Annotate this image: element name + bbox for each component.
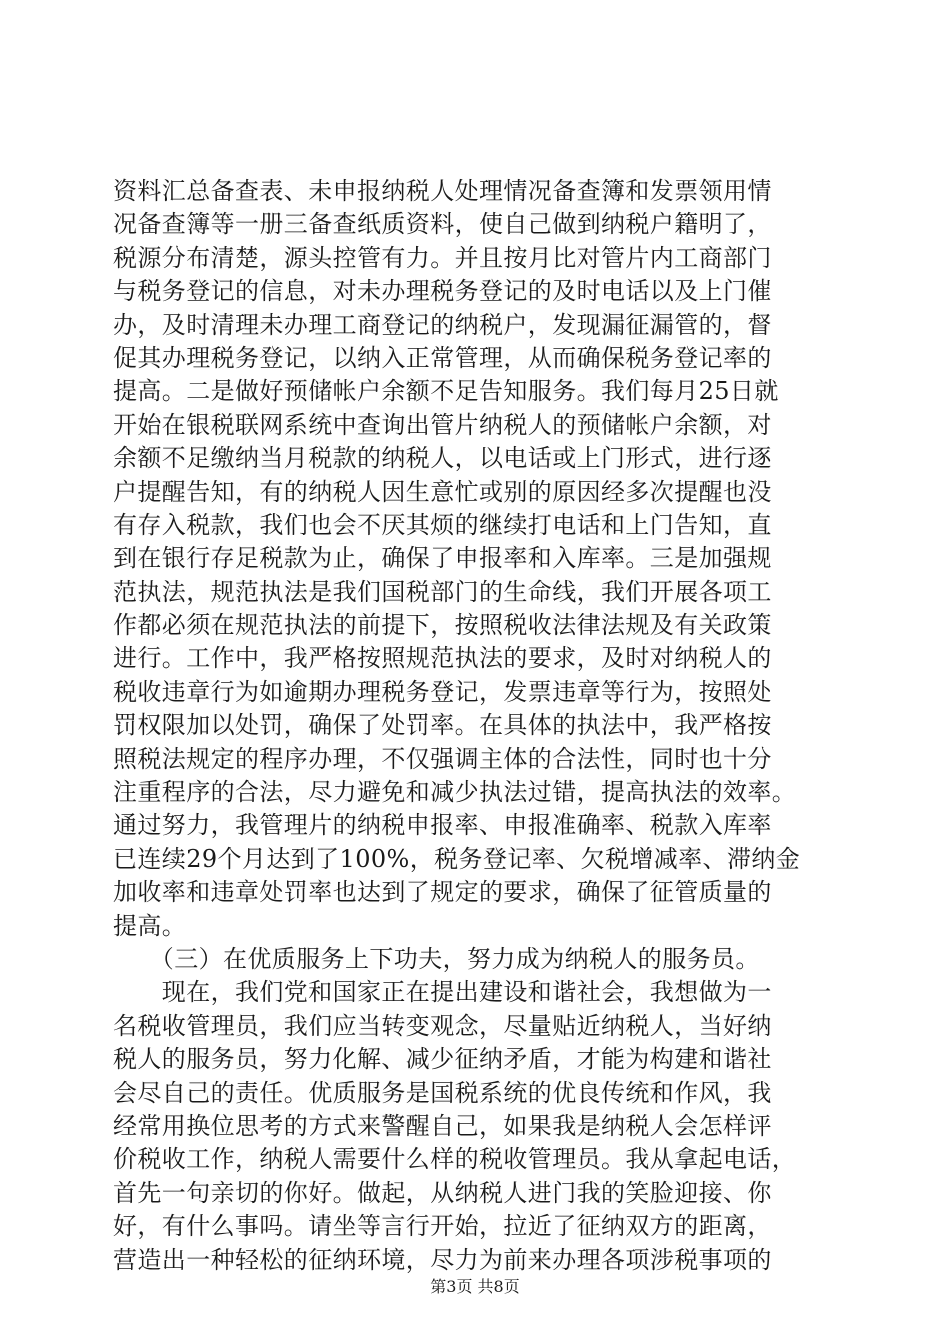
text-line: 照税法规定的程序办理，不仅强调主体的合法性，同时也十分 xyxy=(113,744,772,773)
text-line: 余额不足缴纳当月税款的纳税人，以电话或上门形式，进行逐 xyxy=(113,444,772,473)
text-line: 与税务登记的信息，对未办理税务登记的及时电话以及上门催 xyxy=(113,277,772,306)
text-line: 况备查簿等一册三备查纸质资料，使自己做到纳税户籍明了， xyxy=(113,210,772,239)
text-line: 通过努力，我管理片的纳税申报率、申报准确率、税款入库率 xyxy=(113,811,772,840)
text-line: 进行。工作中，我严格按照规范执法的要求，及时对纳税人的 xyxy=(113,644,772,673)
page-footer: 第3页 共8页 xyxy=(430,1277,520,1296)
text-line: 价税收工作，纳税人需要什么样的税收管理员。我从拿起电话， xyxy=(113,1145,797,1174)
text-line: 有存入税款，我们也会不厌其烦的继续打电话和上门告知，直 xyxy=(113,510,772,539)
text-line: 经常用换位思考的方式来警醒自己，如果我是纳税人会怎样评 xyxy=(113,1111,772,1140)
text-line: 现在，我们党和国家正在提出建设和谐社会，我想做为一 xyxy=(113,978,772,1007)
text-line: 首先一句亲切的你好。做起，从纳税人进门我的笑脸迎接、你 xyxy=(113,1178,772,1207)
text-line: 注重程序的合法，尽力避免和减少执法过错，提高执法的效率。 xyxy=(113,778,797,807)
text-line: 加收率和违章处罚率也达到了规定的要求，确保了征管质量的 xyxy=(113,878,772,907)
text-line: 名税收管理员，我们应当转变观念，尽量贴近纳税人，当好纳 xyxy=(113,1011,772,1040)
text-line: 税源分布清楚，源头控管有力。并且按月比对管片内工商部门 xyxy=(113,243,772,272)
text-line: 促其办理税务登记，以纳入正常管理，从而确保税务登记率的 xyxy=(113,343,772,372)
text-line: 提高。 xyxy=(113,911,187,940)
text-line: 会尽自己的责任。优质服务是国税系统的优良传统和作风，我 xyxy=(113,1078,772,1107)
text-line: 营造出一种轻松的征纳环境，尽力为前来办理各项涉税事项的 xyxy=(113,1245,772,1274)
text-line: 开始在银税联网系统中查询出管片纳税人的预储帐户余额，对 xyxy=(113,410,772,439)
text-line: 税收违章行为如逾期办理税务登记，发票违章等行为，按照处 xyxy=(113,677,772,706)
text-line: 好，有什么事吗。请坐等言行开始，拉近了征纳双方的距离， xyxy=(113,1212,772,1241)
text-line: （三）在优质服务上下功夫，努力成为纳税人的服务员。 xyxy=(113,944,760,973)
text-line: 户提醒告知，有的纳税人因生意忙或别的原因经多次提醒也没 xyxy=(113,477,772,506)
text-line: 已连续29个月达到了100%，税务登记率、欠税增减率、滞纳金 xyxy=(113,844,801,873)
text-line: 办，及时清理未办理工商登记的纳税户，发现漏征漏管的，督 xyxy=(113,310,772,339)
body-text xyxy=(113,175,843,1277)
text-line: 到在银行存足税款为止，确保了申报率和入库率。三是加强规 xyxy=(113,544,772,573)
text-line: 资料汇总备查表、未申报纳税人处理情况备查簿和发票领用情 xyxy=(113,177,772,205)
text-line: 范执法，规范执法是我们国税部门的生命线，我们开展各项工 xyxy=(113,577,772,606)
text-line: 罚权限加以处罚，确保了处罚率。在具体的执法中，我严格按 xyxy=(113,711,772,740)
text-line: 提高。二是做好预储帐户余额不足告知服务。我们每月25日就 xyxy=(113,377,779,406)
text-line: 税人的服务员，努力化解、减少征纳矛盾，才能为构建和谐社 xyxy=(113,1045,772,1074)
text-line: 作都必须在规范执法的前提下，按照税收法律法规及有关政策 xyxy=(113,611,772,640)
